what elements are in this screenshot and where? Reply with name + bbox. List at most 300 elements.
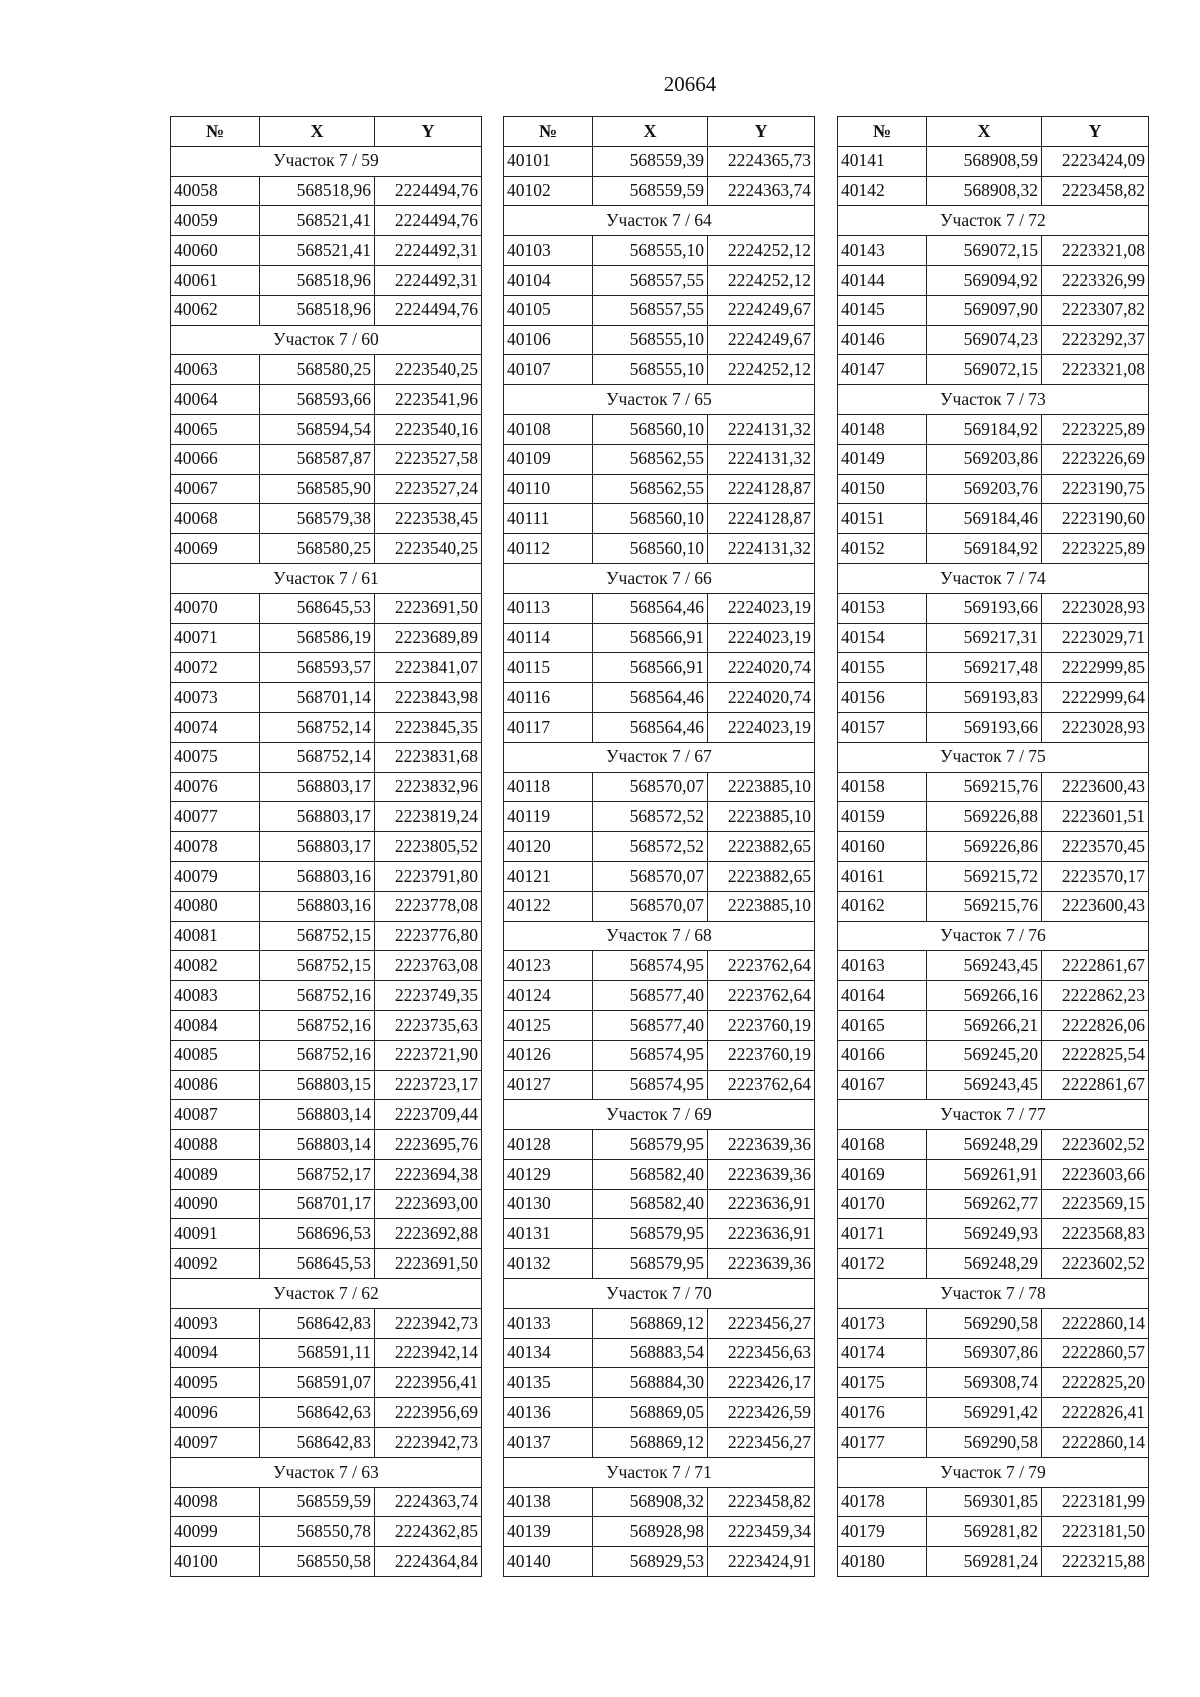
x-coordinate: 568555,10 xyxy=(593,236,708,266)
y-coordinate: 2224020,74 xyxy=(708,683,815,713)
x-coordinate: 569215,76 xyxy=(927,772,1042,802)
point-number: 40069 xyxy=(171,534,260,564)
table-row xyxy=(838,1517,1149,1547)
x-coordinate: 568559,59 xyxy=(593,176,708,206)
table-row xyxy=(838,623,1149,653)
y-coordinate: 2224023,19 xyxy=(708,593,815,623)
y-coordinate: 2224362,85 xyxy=(375,1517,482,1547)
y-coordinate: 2223181,99 xyxy=(1042,1487,1149,1517)
section-row xyxy=(838,1279,1149,1309)
y-coordinate: 2223527,24 xyxy=(375,474,482,504)
x-coordinate: 568574,95 xyxy=(593,951,708,981)
table-row xyxy=(838,1398,1149,1428)
point-number: 40081 xyxy=(171,921,260,951)
x-coordinate: 568518,96 xyxy=(260,265,375,295)
y-coordinate: 2223456,27 xyxy=(708,1308,815,1338)
point-number: 40089 xyxy=(171,1159,260,1189)
section-row xyxy=(838,921,1149,951)
section-row xyxy=(838,742,1149,772)
x-coordinate: 568594,54 xyxy=(260,414,375,444)
point-number: 40126 xyxy=(504,1040,593,1070)
y-coordinate: 2222861,67 xyxy=(1042,951,1149,981)
y-coordinate: 2224023,19 xyxy=(708,623,815,653)
y-coordinate: 2223541,96 xyxy=(375,385,482,415)
table-row xyxy=(504,772,815,802)
x-coordinate: 569281,82 xyxy=(927,1517,1042,1547)
y-coordinate: 2224494,76 xyxy=(375,295,482,325)
x-coordinate: 568555,10 xyxy=(593,355,708,385)
point-number: 40087 xyxy=(171,1100,260,1130)
x-coordinate: 568579,95 xyxy=(593,1219,708,1249)
x-coordinate: 569243,45 xyxy=(927,951,1042,981)
y-coordinate: 2223749,35 xyxy=(375,981,482,1011)
point-number: 40134 xyxy=(504,1338,593,1368)
y-coordinate: 2223636,91 xyxy=(708,1219,815,1249)
y-coordinate: 2224023,19 xyxy=(708,712,815,742)
point-number: 40178 xyxy=(838,1487,927,1517)
section-label: Участок 7 / 62 xyxy=(171,1279,482,1309)
section-row xyxy=(504,385,815,415)
section-label: Участок 7 / 75 xyxy=(838,742,1149,772)
point-number: 40125 xyxy=(504,1010,593,1040)
point-number: 40100 xyxy=(171,1547,260,1577)
x-coordinate: 568570,07 xyxy=(593,861,708,891)
point-number: 40111 xyxy=(504,504,593,534)
y-coordinate: 2222825,20 xyxy=(1042,1368,1149,1398)
section-label: Участок 7 / 72 xyxy=(838,206,1149,236)
point-number: 40116 xyxy=(504,683,593,713)
x-coordinate: 569217,31 xyxy=(927,623,1042,653)
x-coordinate: 568574,95 xyxy=(593,1040,708,1070)
point-number: 40133 xyxy=(504,1308,593,1338)
point-number: 40112 xyxy=(504,534,593,564)
x-coordinate: 568869,05 xyxy=(593,1398,708,1428)
x-coordinate: 568579,95 xyxy=(593,1249,708,1279)
section-label: Участок 7 / 71 xyxy=(504,1457,815,1487)
table-row xyxy=(504,1368,815,1398)
point-number: 40071 xyxy=(171,623,260,653)
y-coordinate: 2223602,52 xyxy=(1042,1130,1149,1160)
table-row xyxy=(838,504,1149,534)
section-row xyxy=(171,1279,482,1309)
table-row xyxy=(171,1308,482,1338)
table-row xyxy=(171,295,482,325)
y-coordinate: 2223540,25 xyxy=(375,534,482,564)
point-number: 40083 xyxy=(171,981,260,1011)
y-coordinate: 2223691,50 xyxy=(375,593,482,623)
point-number: 40104 xyxy=(504,265,593,295)
table-row xyxy=(504,1249,815,1279)
x-coordinate: 568521,41 xyxy=(260,236,375,266)
point-number: 40074 xyxy=(171,712,260,742)
table-row xyxy=(171,802,482,832)
section-row xyxy=(838,563,1149,593)
table-row xyxy=(838,653,1149,683)
table-row xyxy=(504,474,815,504)
x-coordinate: 568577,40 xyxy=(593,1010,708,1040)
table-row xyxy=(838,683,1149,713)
section-label: Участок 7 / 60 xyxy=(171,325,482,355)
y-coordinate: 2223569,15 xyxy=(1042,1189,1149,1219)
y-coordinate: 2222826,41 xyxy=(1042,1398,1149,1428)
x-coordinate: 568580,25 xyxy=(260,534,375,564)
table-row xyxy=(171,206,482,236)
y-coordinate: 2223689,89 xyxy=(375,623,482,653)
x-coordinate: 569308,74 xyxy=(927,1368,1042,1398)
x-coordinate: 569266,16 xyxy=(927,981,1042,1011)
y-coordinate: 2223215,88 xyxy=(1042,1547,1149,1577)
y-coordinate: 2224131,32 xyxy=(708,534,815,564)
x-coordinate: 569072,15 xyxy=(927,236,1042,266)
table-row xyxy=(171,1398,482,1428)
section-label: Участок 7 / 59 xyxy=(171,146,482,176)
table-row xyxy=(171,1219,482,1249)
y-coordinate: 2223885,10 xyxy=(708,802,815,832)
table-row xyxy=(171,832,482,862)
point-number: 40135 xyxy=(504,1368,593,1398)
y-coordinate: 2223691,50 xyxy=(375,1249,482,1279)
table-row xyxy=(838,593,1149,623)
table-row xyxy=(504,1517,815,1547)
y-coordinate: 2223602,52 xyxy=(1042,1249,1149,1279)
point-number: 40174 xyxy=(838,1338,927,1368)
y-coordinate: 2224128,87 xyxy=(708,504,815,534)
x-coordinate: 569215,72 xyxy=(927,861,1042,891)
table-row xyxy=(171,1130,482,1160)
x-coordinate: 569217,48 xyxy=(927,653,1042,683)
point-number: 40147 xyxy=(838,355,927,385)
y-coordinate: 2223028,93 xyxy=(1042,712,1149,742)
x-coordinate: 568572,52 xyxy=(593,802,708,832)
y-coordinate: 2223028,93 xyxy=(1042,593,1149,623)
x-coordinate: 569248,29 xyxy=(927,1249,1042,1279)
y-coordinate: 2223841,07 xyxy=(375,653,482,683)
section-label: Участок 7 / 65 xyxy=(504,385,815,415)
table-row xyxy=(504,236,815,266)
y-coordinate: 2223540,16 xyxy=(375,414,482,444)
point-number: 40144 xyxy=(838,265,927,295)
point-number: 40176 xyxy=(838,1398,927,1428)
table-row xyxy=(171,1517,482,1547)
section-label: Участок 7 / 69 xyxy=(504,1100,815,1130)
x-coordinate: 569193,66 xyxy=(927,712,1042,742)
table-row xyxy=(171,236,482,266)
y-coordinate: 2223225,89 xyxy=(1042,414,1149,444)
y-coordinate: 2222825,54 xyxy=(1042,1040,1149,1070)
table-row xyxy=(504,414,815,444)
x-coordinate: 569281,24 xyxy=(927,1547,1042,1577)
table-row xyxy=(838,891,1149,921)
section-row xyxy=(171,325,482,355)
y-coordinate: 2224252,12 xyxy=(708,236,815,266)
y-coordinate: 2223692,88 xyxy=(375,1219,482,1249)
point-number: 40166 xyxy=(838,1040,927,1070)
table-row xyxy=(171,1249,482,1279)
table-row xyxy=(504,593,815,623)
section-label: Участок 7 / 63 xyxy=(171,1457,482,1487)
point-number: 40093 xyxy=(171,1308,260,1338)
point-number: 40142 xyxy=(838,176,927,206)
y-coordinate: 2223763,08 xyxy=(375,951,482,981)
y-coordinate: 2224494,76 xyxy=(375,206,482,236)
point-number: 40140 xyxy=(504,1547,593,1577)
table-row xyxy=(504,861,815,891)
table-row xyxy=(171,1487,482,1517)
point-number: 40065 xyxy=(171,414,260,444)
y-coordinate: 2223424,91 xyxy=(708,1547,815,1577)
table-row xyxy=(171,981,482,1011)
x-coordinate: 568585,90 xyxy=(260,474,375,504)
point-number: 40169 xyxy=(838,1159,927,1189)
point-number: 40077 xyxy=(171,802,260,832)
table-row xyxy=(171,742,482,772)
x-coordinate: 568560,10 xyxy=(593,504,708,534)
table-row xyxy=(838,414,1149,444)
x-coordinate: 568752,15 xyxy=(260,921,375,951)
x-coordinate: 569215,76 xyxy=(927,891,1042,921)
table-row xyxy=(838,832,1149,862)
point-number: 40075 xyxy=(171,742,260,772)
y-coordinate: 2223805,52 xyxy=(375,832,482,862)
table-row xyxy=(838,1338,1149,1368)
section-row xyxy=(171,1457,482,1487)
x-coordinate: 568645,53 xyxy=(260,1249,375,1279)
x-coordinate: 568557,55 xyxy=(593,295,708,325)
table-row xyxy=(838,1219,1149,1249)
y-coordinate: 2223760,19 xyxy=(708,1040,815,1070)
y-coordinate: 2223226,69 xyxy=(1042,444,1149,474)
y-coordinate: 2223791,80 xyxy=(375,861,482,891)
y-coordinate: 2223601,51 xyxy=(1042,802,1149,832)
table-row xyxy=(171,1159,482,1189)
x-coordinate: 568803,14 xyxy=(260,1130,375,1160)
x-coordinate: 568752,15 xyxy=(260,951,375,981)
point-number: 40060 xyxy=(171,236,260,266)
x-coordinate: 568642,83 xyxy=(260,1308,375,1338)
point-number: 40070 xyxy=(171,593,260,623)
table-row xyxy=(504,176,815,206)
x-coordinate: 568560,10 xyxy=(593,414,708,444)
x-coordinate: 568574,95 xyxy=(593,1070,708,1100)
x-coordinate: 569184,46 xyxy=(927,504,1042,534)
point-number: 40138 xyxy=(504,1487,593,1517)
table-row xyxy=(171,1338,482,1368)
point-number: 40064 xyxy=(171,385,260,415)
x-coordinate: 569249,93 xyxy=(927,1219,1042,1249)
point-number: 40068 xyxy=(171,504,260,534)
table-row xyxy=(838,951,1149,981)
section-label: Участок 7 / 74 xyxy=(838,563,1149,593)
x-coordinate: 568550,78 xyxy=(260,1517,375,1547)
table-row xyxy=(171,1070,482,1100)
x-coordinate: 568752,16 xyxy=(260,1040,375,1070)
table-row xyxy=(171,504,482,534)
point-number: 40128 xyxy=(504,1130,593,1160)
x-coordinate: 568591,11 xyxy=(260,1338,375,1368)
x-coordinate: 568564,46 xyxy=(593,593,708,623)
y-coordinate: 2223843,98 xyxy=(375,683,482,713)
x-coordinate: 568559,59 xyxy=(260,1487,375,1517)
x-coordinate: 568803,17 xyxy=(260,832,375,862)
table-row xyxy=(838,444,1149,474)
y-coordinate: 2224364,84 xyxy=(375,1547,482,1577)
table-row xyxy=(504,1547,815,1577)
point-number: 40082 xyxy=(171,951,260,981)
point-number: 40127 xyxy=(504,1070,593,1100)
section-row xyxy=(504,206,815,236)
y-coordinate: 2223456,27 xyxy=(708,1428,815,1458)
section-label: Участок 7 / 61 xyxy=(171,563,482,593)
table-row xyxy=(838,1428,1149,1458)
y-coordinate: 2224363,74 xyxy=(708,176,815,206)
x-coordinate: 568869,12 xyxy=(593,1308,708,1338)
point-number: 40161 xyxy=(838,861,927,891)
table-row xyxy=(504,1070,815,1100)
point-number: 40152 xyxy=(838,534,927,564)
point-number: 40121 xyxy=(504,861,593,891)
x-coordinate: 568577,40 xyxy=(593,981,708,1011)
table-row xyxy=(171,623,482,653)
section-label: Участок 7 / 66 xyxy=(504,563,815,593)
table-row xyxy=(171,593,482,623)
header-x: X xyxy=(593,117,708,147)
table-row xyxy=(504,1219,815,1249)
y-coordinate: 2223639,36 xyxy=(708,1249,815,1279)
point-number: 40114 xyxy=(504,623,593,653)
table-row xyxy=(171,921,482,951)
y-coordinate: 2223307,82 xyxy=(1042,295,1149,325)
point-number: 40073 xyxy=(171,683,260,713)
table-row xyxy=(171,951,482,981)
section-row xyxy=(171,563,482,593)
y-coordinate: 2222860,57 xyxy=(1042,1338,1149,1368)
x-coordinate: 568884,30 xyxy=(593,1368,708,1398)
y-coordinate: 2223600,43 xyxy=(1042,891,1149,921)
y-coordinate: 2223639,36 xyxy=(708,1159,815,1189)
x-coordinate: 569184,92 xyxy=(927,534,1042,564)
x-coordinate: 568566,91 xyxy=(593,653,708,683)
coordinate-table-2 xyxy=(503,116,815,1577)
y-coordinate: 2223029,71 xyxy=(1042,623,1149,653)
x-coordinate: 569074,23 xyxy=(927,325,1042,355)
table-row xyxy=(504,653,815,683)
table-row xyxy=(171,1368,482,1398)
table-row xyxy=(171,712,482,742)
x-coordinate: 568869,12 xyxy=(593,1428,708,1458)
x-coordinate: 568593,57 xyxy=(260,653,375,683)
point-number: 40180 xyxy=(838,1547,927,1577)
point-number: 40067 xyxy=(171,474,260,504)
y-coordinate: 2223321,08 xyxy=(1042,355,1149,385)
y-coordinate: 2223735,63 xyxy=(375,1010,482,1040)
point-number: 40170 xyxy=(838,1189,927,1219)
x-coordinate: 569248,29 xyxy=(927,1130,1042,1160)
point-number: 40066 xyxy=(171,444,260,474)
y-coordinate: 2223540,25 xyxy=(375,355,482,385)
table-header-row xyxy=(838,117,1149,147)
section-label: Участок 7 / 79 xyxy=(838,1457,1149,1487)
x-coordinate: 569307,86 xyxy=(927,1338,1042,1368)
x-coordinate: 569245,20 xyxy=(927,1040,1042,1070)
y-coordinate: 2224494,76 xyxy=(375,176,482,206)
x-coordinate: 568587,87 xyxy=(260,444,375,474)
x-coordinate: 568518,96 xyxy=(260,295,375,325)
point-number: 40168 xyxy=(838,1130,927,1160)
point-number: 40109 xyxy=(504,444,593,474)
table-row xyxy=(838,534,1149,564)
y-coordinate: 2223456,63 xyxy=(708,1338,815,1368)
y-coordinate: 2223762,64 xyxy=(708,951,815,981)
point-number: 40159 xyxy=(838,802,927,832)
header-no: № xyxy=(838,117,927,147)
y-coordinate: 2223181,50 xyxy=(1042,1517,1149,1547)
x-coordinate: 568908,32 xyxy=(593,1487,708,1517)
section-row xyxy=(504,563,815,593)
x-coordinate: 568555,10 xyxy=(593,325,708,355)
point-number: 40150 xyxy=(838,474,927,504)
table-row xyxy=(171,355,482,385)
point-number: 40131 xyxy=(504,1219,593,1249)
y-coordinate: 2223760,19 xyxy=(708,1010,815,1040)
section-row xyxy=(504,1100,815,1130)
point-number: 40105 xyxy=(504,295,593,325)
section-label: Участок 7 / 70 xyxy=(504,1279,815,1309)
point-number: 40165 xyxy=(838,1010,927,1040)
point-number: 40115 xyxy=(504,653,593,683)
y-coordinate: 2223424,09 xyxy=(1042,146,1149,176)
y-coordinate: 2223568,83 xyxy=(1042,1219,1149,1249)
table-row xyxy=(504,265,815,295)
table-row xyxy=(504,355,815,385)
table-row xyxy=(838,1487,1149,1517)
x-coordinate: 568803,15 xyxy=(260,1070,375,1100)
point-number: 40177 xyxy=(838,1428,927,1458)
y-coordinate: 2224363,74 xyxy=(375,1487,482,1517)
table-row xyxy=(838,981,1149,1011)
table-row xyxy=(171,474,482,504)
y-coordinate: 2224131,32 xyxy=(708,444,815,474)
y-coordinate: 2222999,64 xyxy=(1042,683,1149,713)
y-coordinate: 2224252,12 xyxy=(708,265,815,295)
y-coordinate: 2224020,74 xyxy=(708,653,815,683)
y-coordinate: 2223956,41 xyxy=(375,1368,482,1398)
y-coordinate: 2223942,73 xyxy=(375,1308,482,1338)
y-coordinate: 2223942,73 xyxy=(375,1428,482,1458)
table-row xyxy=(504,981,815,1011)
x-coordinate: 568908,32 xyxy=(927,176,1042,206)
point-number: 40145 xyxy=(838,295,927,325)
table-row xyxy=(504,802,815,832)
x-coordinate: 569097,90 xyxy=(927,295,1042,325)
x-coordinate: 568572,52 xyxy=(593,832,708,862)
table-row xyxy=(504,444,815,474)
y-coordinate: 2223190,60 xyxy=(1042,504,1149,534)
point-number: 40079 xyxy=(171,861,260,891)
table-row xyxy=(838,295,1149,325)
x-coordinate: 569290,58 xyxy=(927,1428,1042,1458)
y-coordinate: 2223885,10 xyxy=(708,891,815,921)
x-coordinate: 568550,58 xyxy=(260,1547,375,1577)
x-coordinate: 568883,54 xyxy=(593,1338,708,1368)
point-number: 40129 xyxy=(504,1159,593,1189)
y-coordinate: 2223778,08 xyxy=(375,891,482,921)
section-row xyxy=(838,1457,1149,1487)
point-number: 40092 xyxy=(171,1249,260,1279)
table-row xyxy=(504,1159,815,1189)
table-row xyxy=(838,236,1149,266)
x-coordinate: 569291,42 xyxy=(927,1398,1042,1428)
table-row xyxy=(171,861,482,891)
